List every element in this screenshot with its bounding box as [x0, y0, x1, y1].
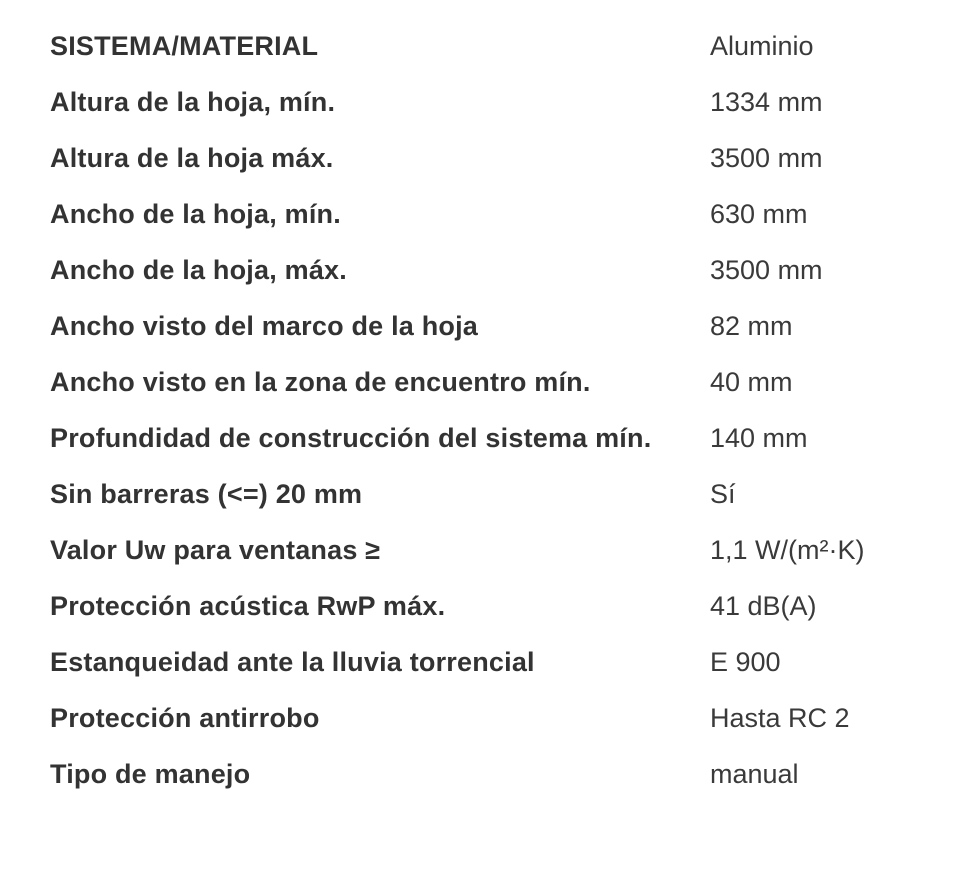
- spec-row: [50, 186, 930, 242]
- spec-value: 140 mm: [710, 423, 808, 453]
- spec-label: Altura de la hoja, mín.: [50, 87, 336, 117]
- spec-label: Protección antirrobo: [50, 703, 320, 733]
- spec-label: Valor Uw para ventanas ≥: [50, 535, 381, 565]
- spec-row: [50, 74, 930, 130]
- spec-label: Ancho de la hoja, máx.: [50, 255, 347, 285]
- spec-value: Sí: [710, 479, 736, 509]
- spec-label: Ancho visto del marco de la hoja: [50, 311, 478, 341]
- spec-row: [50, 578, 930, 634]
- spec-row: [50, 298, 930, 354]
- spec-label: Ancho de la hoja, mín.: [50, 199, 341, 229]
- spec-label: Ancho visto en la zona de encuentro mín.: [50, 367, 591, 397]
- spec-row: [50, 130, 930, 186]
- spec-value: 41 dB(A): [710, 591, 817, 621]
- spec-row: [50, 522, 930, 578]
- spec-row: [50, 354, 930, 410]
- spec-value: manual: [710, 759, 799, 789]
- spec-row: [50, 746, 930, 802]
- spec-row: [50, 410, 930, 466]
- spec-row: [50, 242, 930, 298]
- spec-table: [50, 18, 930, 802]
- spec-value: Aluminio: [710, 31, 814, 61]
- spec-value: 82 mm: [710, 311, 793, 341]
- spec-row: [50, 466, 930, 522]
- spec-label: Profundidad de construcción del sistema mín.: [50, 423, 652, 453]
- spec-row: [50, 690, 930, 746]
- spec-row: [50, 634, 930, 690]
- spec-value: 1,1 W/(m²·K): [710, 535, 865, 565]
- spec-label: Tipo de manejo: [50, 759, 251, 789]
- spec-value: 1334 mm: [710, 87, 823, 117]
- spec-label: Estanqueidad ante la lluvia torrencial: [50, 647, 535, 677]
- spec-value: 3500 mm: [710, 255, 823, 285]
- spec-table-body: [50, 18, 930, 802]
- spec-label: Protección acústica RwP máx.: [50, 591, 446, 621]
- spec-value: 630 mm: [710, 199, 808, 229]
- spec-label: Sin barreras (<=) 20 mm: [50, 479, 363, 509]
- spec-value: 3500 mm: [710, 143, 823, 173]
- spec-label: SISTEMA/MATERIAL: [50, 31, 319, 61]
- spec-value: 40 mm: [710, 367, 793, 397]
- spec-row: [50, 18, 930, 74]
- spec-value: E 900: [710, 647, 781, 677]
- spec-value: Hasta RC 2: [710, 703, 850, 733]
- spec-label: Altura de la hoja máx.: [50, 143, 334, 173]
